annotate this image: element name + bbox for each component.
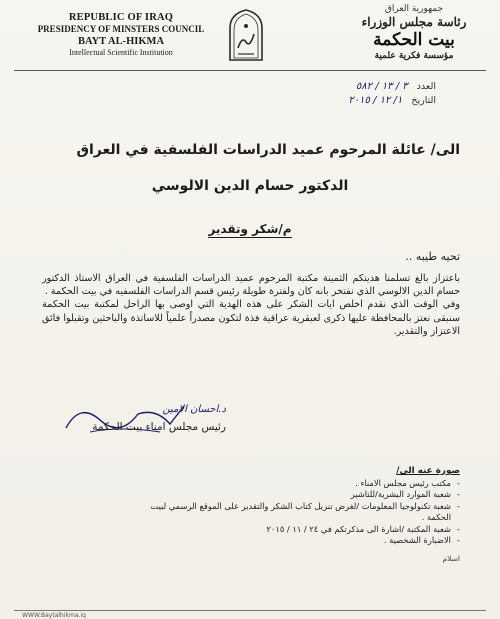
copies-list xyxy=(130,478,460,547)
signature-block xyxy=(66,404,226,433)
footer-website: WWW.Baytalhikma.iq xyxy=(22,612,86,619)
letterhead-tagline-ar: مؤسسة فكرية علمية xyxy=(374,51,454,61)
subject-text: م/شكر وتقدير xyxy=(208,222,292,236)
letterhead-country-ar: جمهورية العراق xyxy=(384,4,444,14)
footer-divider xyxy=(14,610,486,611)
body-paragraph-1: باعتزاز بالغ تسلمنا هديتكم الثمينة مكتبة المرحوم عميد الدراسات الفلسفية في العراق الاستاذ الدكتور حسام الدين الالوسي الذي نفتخر بانه كان ولفترة طويلة رئيس قسم الدراسات الفلسفيه في بيت الحكمة . xyxy=(42,273,460,298)
list-item: - مكتب رئيس مجلس الامناء . xyxy=(130,478,460,490)
recipient-name: الدكتور حسام الدين الالوسي xyxy=(151,178,349,194)
letterhead-presidency-ar: رئاسة مجلس الوزراء xyxy=(361,15,467,29)
list-item: - الاضبارة الشخصية . xyxy=(130,535,460,547)
signatory-title: رئيس مجلس امناء بيت الحكمة xyxy=(92,421,226,433)
list-item: - شعبة تكنولوجيا المعلومات /لغرض تنزيل كتاب الشكر والتقدير على الموقع الرسمي لبيت الحكمة . xyxy=(130,501,460,524)
letterhead-presidency: PRESIDENCY OF MINSTERS COUNCIL xyxy=(37,24,205,34)
header-divider xyxy=(14,70,486,71)
english-letterhead xyxy=(36,12,206,57)
reference-number xyxy=(348,80,436,94)
copies-heading: صورة عنه الى/ xyxy=(396,466,460,476)
reference-date-label: التاريخ xyxy=(411,95,436,106)
letter-body xyxy=(42,272,460,338)
body-paragraph-2: وفي الوقت الذي نقدم اخلص ايات الشكر على هذه الهدية التي اوصى بها الراحل لمكتبة بيت الحكمة سنبقى نعتز بالمحافظة عليها ذكرى لعبقرية عراقية فذة لتكون مصدراً علمياً للاساتذة والباحثين وتقبلوا فائق الاعتزاز والتقدير. xyxy=(42,299,460,337)
reference-number-value: ٣ / ١٣ / ٥٨٢ xyxy=(355,81,408,92)
reference-date xyxy=(348,94,436,108)
signatory-name: د.احسان الامين xyxy=(162,404,226,415)
greeting: تحيه طيبه .. xyxy=(405,250,460,263)
addressee: الى/ عائلة المرحوم عميد الدراسات الفلسفية في العراق xyxy=(76,142,460,158)
letterhead-institution-ar: بيت الحكمة xyxy=(373,30,455,50)
reference-date-value: ١/ ١٢ / ٢٠١٥ xyxy=(348,95,403,106)
letterhead-institution: BAYT AL-HIKMA xyxy=(77,36,165,47)
copies-end-note: اسلام xyxy=(442,553,460,563)
letterhead-tagline: Intellectual Scientific Institution xyxy=(69,48,173,57)
bayt-al-hikma-logo-icon xyxy=(226,8,266,62)
subject-line xyxy=(0,222,500,236)
letterhead-country: REPUBLIC OF IRAQ xyxy=(68,12,174,23)
reference-number-label: العدد xyxy=(416,81,436,92)
copies-block xyxy=(130,466,460,564)
arabic-letterhead xyxy=(350,4,478,61)
list-item: - شعبة المكتبة /اشارة الى مذكرتكم في ٢٤ / ١١ / ٢٠١٥ xyxy=(130,524,460,536)
reference-block xyxy=(348,80,436,108)
list-item: - شعبة الموارد البشرية/للتاشير xyxy=(130,489,460,501)
